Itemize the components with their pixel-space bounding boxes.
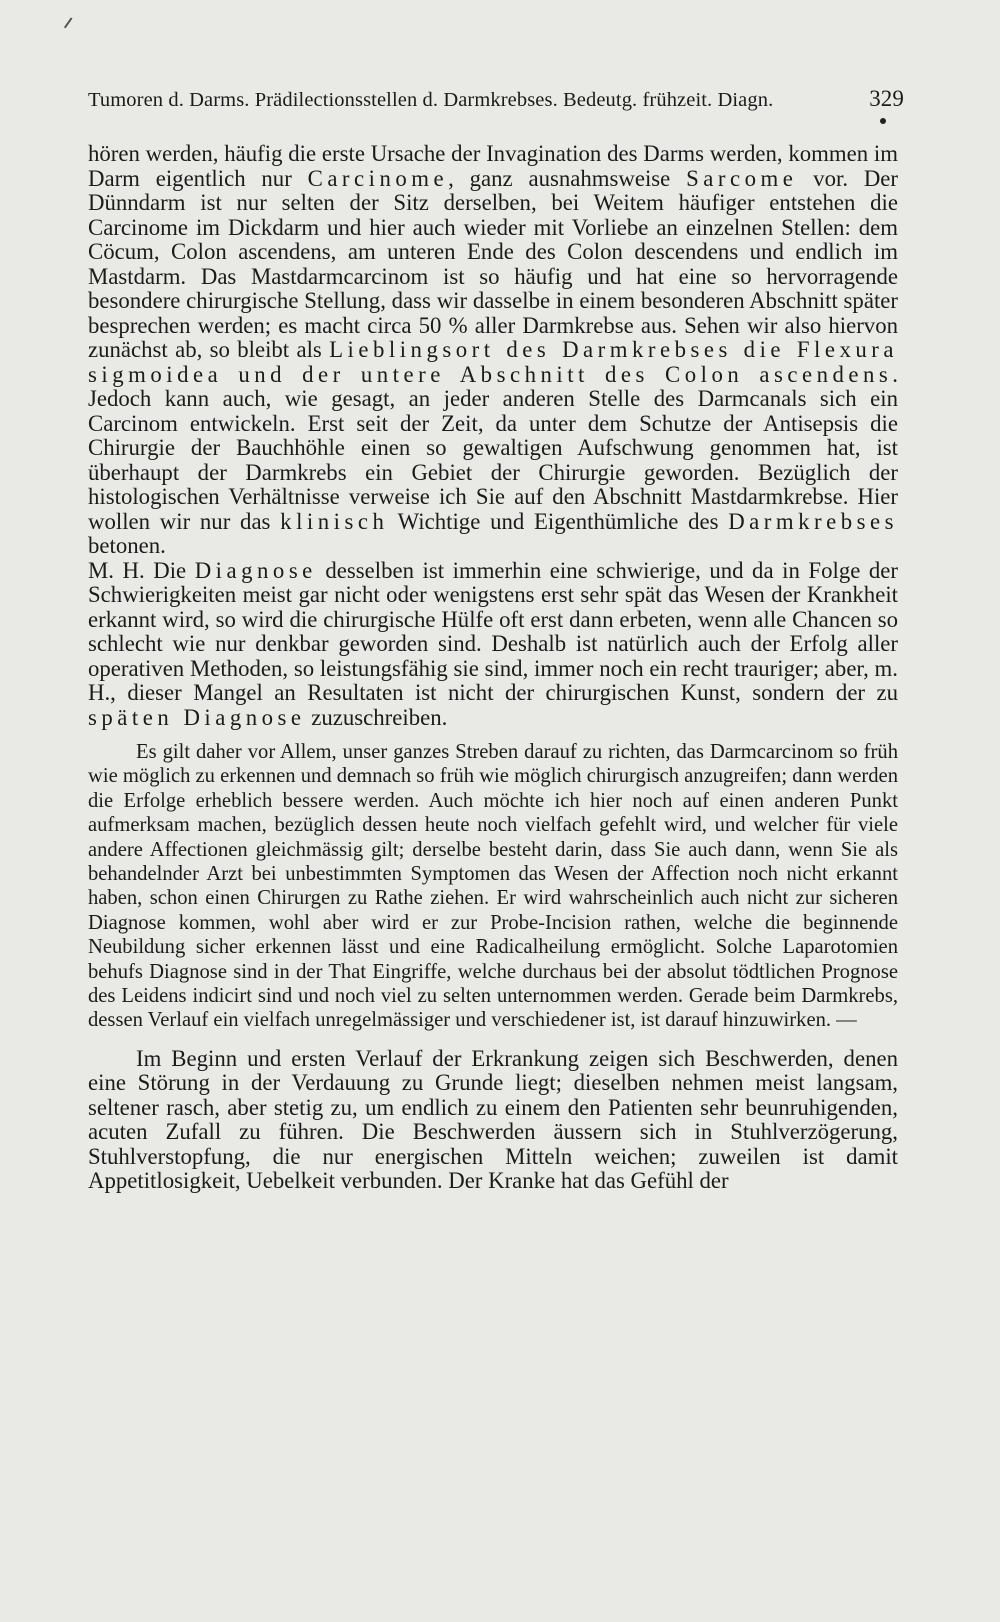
stray-pencil-mark [64,17,72,28]
text-run: zuzuschreiben. [305,704,448,730]
main-text-block [88,142,898,730]
text-run: vor. Der Dünndarm ist nur selten der Sitz derselben, bei Weitem häufiger entstehen die Carcinome im Dickdarm und hier auch wieder mit Vorliebe an einzelnen Stellen: dem Cöcum, Colon ascendens, am unteren Ende des Colon descendens und endlich im Mastdarm. Das Mastdarmcarcinom ist so häufig und hat eine so hervorragende besondere chirurgische Stellung, dass wir dasselbe in einem besonderen Abschnitt später besprechen werden; es macht circa 50 % aller Darmkrebse aus. Sehen wir also hiervon zunächst ab, so bleibt als [88,165,898,362]
text-run: . Jedoch kann auch, wie gesagt, an jeder anderen Stelle des Darmcanals sich ein Carcinom entwickeln. Erst seit der Zeit, da unter dem Schutze der Antisepsis die Chirurgie der Bauchhöhle einen so gewaltigen Aufschwung genommen hat, ist überhaupt der Darmkrebs ein Gebiet der Chirurgie geworden. Bezüglich der histologischen Verhältnisse verweise ich Sie auf den Abschnitt Mastdarmkrebse. Hier wollen wir nur das [88,361,898,534]
spaced-emphasis: Lieblingsort des Darmkrebses die Flexura sigmoidea und der untere Abschnitt des Colon ascendens [88,337,898,387]
text-run: hören werden, häufig die erste Ursache der Invagination des Darms werden, kommen im Darm eigentlich nur [88,141,898,191]
text-run: betonen. [88,533,166,558]
spaced-emphasis: Sarcome [686,165,798,191]
spaced-emphasis: Diagnose [194,557,317,583]
paragraph-symptoms: Im Beginn und ersten Verlauf der Erkrankung zeigen sich Beschwerden, denen eine Störung in der Verdauung zu Grunde liegt; dieselben nehmen meist langsam, seltener rasch, aber stetig zu, um endlich zu einem den Patienten sehr beunruhigenden, acuten Zufall zu führen. Die Beschwerden äussern sich in Stuhlverzögerung, Stuhlverstopfung, die nur energischen Mitteln weichen; zuweilen ist damit Appetitlosigkeit, Uebelkeit verbunden. Der Kranke hat das Gefühl der [88,1045,898,1194]
small-print-block [88,740,898,1033]
paragraph-diagnosis [88,559,898,731]
text-run: Wichtige und Eigenthümliche des [388,508,729,534]
page-number: 329 [869,86,904,111]
spaced-emphasis: klinisch [280,508,389,534]
running-title: Tumoren d. Darms. Prädilectionsstellen d. Darmkrebses. Bedeutg. frühzeit. Diagn. [88,89,774,111]
paragraph-carcinoma-sites [88,142,898,559]
closing-text-block [88,1047,898,1194]
spaced-emphasis: Darmkrebses [728,508,898,534]
text-run: desselben ist immerhin eine schwierige, und da in Folge der Schwierigkeiten meist gar nicht oder wenigstens erst sehr spät das Wesen der Krankheit erkannt wird, so wird die chirurgische Hülfe oft erst dann erbeten, wenn alle Chancen so schlecht wie nur denkbar geworden sind. Deshalb ist natürlich auch der Erfolg aller operativen Methoden, so leistungsfähig sie sind, immer noch ein recht trauriger; aber, m. H., dieser Mangel an Resultaten ist nicht der chirurgischen Kunst, sondern der zu [88,557,898,705]
page-header [88,86,904,112]
text-run: M. H. Die [88,557,195,583]
print-dot [880,118,886,124]
text-run: , ganz ausnahmsweise [448,165,687,191]
spaced-emphasis: späten Diagnose [88,704,306,730]
spaced-emphasis: Carcinome [307,165,449,191]
paragraph-early-surgery: Es gilt daher vor Allem, unser ganzes Streben darauf zu richten, das Darmcarcinom so früh wie möglich zu erkennen und demnach so früh wie möglich chirurgisch anzugreifen; dann werden die Erfolge erheblich bessere werden. Auch möchte ich hier noch auf einen anderen Punkt aufmerksam machen, bezüglich dessen heute noch vielfach gefehlt wird, und welcher für viele andere Affectionen gleichmässig gilt; derselbe besteht darin, dass Sie auch dann, wenn Sie als behandelnder Arzt bei unbestimmten Symptomen das Wesen der Affection noch nicht erkannt haben, schon einen Chirurgen zu Rathe ziehen. Er wird wahrscheinlich auch nicht zur sicheren Diagnose kommen, wohl aber wird er zur Probe-Incision rathen, welche die beginnende Neubildung sicher erkennen lässt und eine Radicalheilung ermöglicht. Solche Laparotomien behufs Diagnose sind in der That Eingriffe, welche durchaus bei der absolut tödtlichen Prognose des Leidens indicirt sind und noch viel zu selten unternommen werden. Gerade beim Darmkrebs, dessen Verlauf ein vielfach unregelmässiger und verschiedener ist, ist darauf hinzuwirken. — [88,741,898,1032]
